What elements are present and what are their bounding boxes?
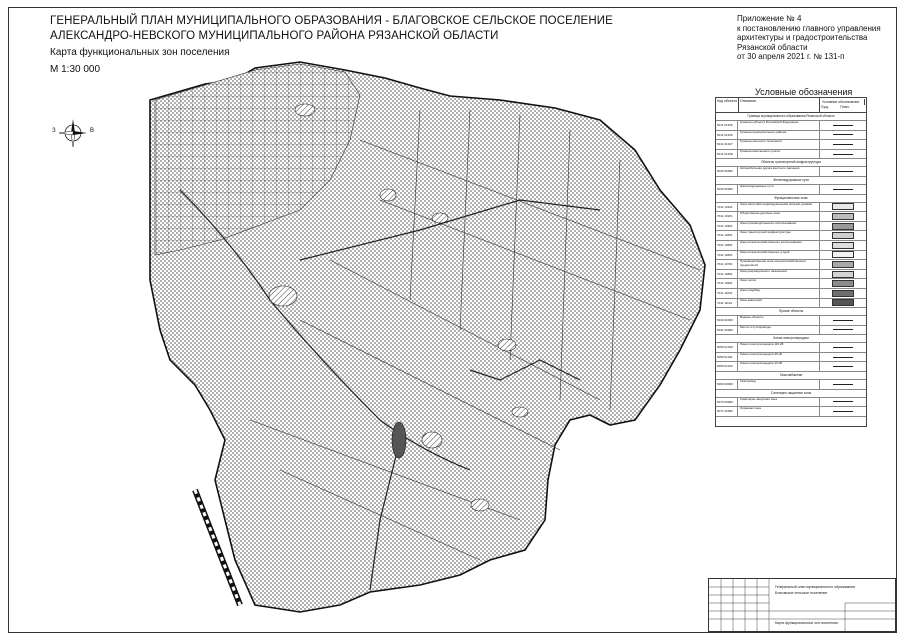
stamp-line3: Карта функциональных зон поселения [775, 621, 838, 625]
legend-row-symbol [819, 279, 866, 288]
legend-section: Железнодорожные пути [716, 177, 866, 185]
stamp-line1: Генеральный план муниципального образования [775, 585, 856, 589]
legend-row-symbol [819, 222, 866, 231]
legend-row [716, 231, 866, 241]
legend-swatch-icon [833, 144, 853, 145]
legend-row [716, 353, 866, 363]
legend-swatch-icon [833, 329, 853, 330]
legend-title: Условные обозначения [755, 87, 853, 97]
legend-row [716, 326, 866, 336]
legend-swatch-icon [832, 280, 854, 287]
legend-row-symbol [819, 270, 866, 279]
legend-row-symbol [819, 380, 866, 389]
legend-row-code: 7011 10901 [716, 279, 738, 288]
legend-table [715, 97, 867, 427]
legend-row-symbol [819, 326, 866, 335]
legend-row-symbol [819, 231, 866, 240]
legend-row [716, 222, 866, 232]
legend-row [716, 131, 866, 141]
legend-row [716, 407, 866, 417]
compass-label-e: В [90, 128, 95, 134]
appendix-line3: архитектуры и градостроительства [737, 33, 868, 42]
legend-row-symbol [819, 167, 866, 176]
legend-swatch-icon [833, 189, 853, 190]
appendix-line4: Рязанской области [737, 42, 808, 52]
legend-row-name: Общественно-деловые зоны [740, 212, 781, 216]
legend-swatch-icon [833, 411, 853, 412]
legend-row-code: 6050 01010 [716, 343, 738, 352]
legend-swatch-icon [833, 401, 853, 402]
legend-swatch-icon [833, 384, 853, 385]
legend-row-name: Граница субъекта Российской Федерации [740, 121, 799, 124]
legend-row-name: Мосты и путепроводы [740, 325, 771, 329]
stamp-line2: Благовское сельское поселение [775, 591, 828, 595]
legend-row-name: Зона рекреационного назначения [740, 269, 787, 273]
legend-swatch-icon [832, 223, 854, 230]
legend-row-code: 7011 10401 [716, 231, 738, 240]
legend-row-code: 6011 01345 [716, 121, 738, 130]
legend-row [716, 260, 866, 270]
legend-row-name: Граница сельского поселения [740, 140, 782, 144]
legend-row-symbol [819, 185, 866, 194]
legend-row [716, 185, 866, 195]
legend-swatch-icon [833, 357, 853, 358]
compass-label-w: З [52, 128, 56, 134]
legend-row-code: 6050 01011 [716, 353, 738, 362]
map-subtitle: Карта функциональных зон поселения [50, 47, 230, 58]
legend-row [716, 343, 866, 353]
legend-row [716, 140, 866, 150]
legend-row [716, 289, 866, 299]
legend-row-code: 6011 01346 [716, 131, 738, 140]
legend-col-code: Код объекта [716, 98, 739, 112]
legend-row-symbol [819, 131, 866, 140]
legend-swatch-icon [832, 299, 854, 306]
legend-row-name: Линии электропередачи 10 кВ [740, 362, 782, 366]
legend-row [716, 380, 866, 390]
legend-col-name: Описание [739, 98, 820, 112]
legend-row-name: Линии электропередачи 35 кВ [740, 352, 782, 356]
legend-swatch-icon [833, 171, 853, 172]
legend-row-symbol [819, 362, 866, 371]
legend-header [716, 98, 866, 113]
legend-row-symbol [819, 299, 866, 308]
legend-row-symbol [819, 260, 866, 269]
legend-row-name: Зона лесов [740, 279, 756, 283]
legend-row-symbol [819, 121, 866, 130]
legend-swatch-icon [833, 366, 853, 367]
legend-row-code: 7011 10501 [716, 241, 738, 250]
legend-row [716, 167, 866, 177]
legend-row-name: Железнодорожные пути [740, 184, 774, 188]
legend-row-name: Зона производственного использования [740, 221, 797, 225]
appendix-line5: от 30 апреля 2021 г. № 131-п [737, 52, 845, 61]
legend-row-symbol [819, 251, 866, 260]
legend-col-symbol [820, 98, 866, 112]
compass-rose-icon [58, 116, 88, 150]
legend-row-name: Производственная зона сельскохозяйственных предприятий [740, 260, 806, 267]
legend-section: Газоснабжение [716, 372, 866, 380]
legend-row-code: 7011 10101 [716, 203, 738, 212]
legend-row-code: 6050 01012 [716, 362, 738, 371]
legend-section: Объекты транспортной инфраструктуры [716, 159, 866, 167]
legend-swatch-icon [832, 213, 854, 220]
legend-col-symbol-label: Условное обозначение [821, 99, 865, 105]
legend-row-code: 6070 00000 [716, 398, 738, 407]
legend-row-symbol [819, 140, 866, 149]
legend-section: Линии электропередачи [716, 335, 866, 343]
legend-row-code: 7011 10701 [716, 260, 738, 269]
legend-row-code: 7011 10801 [716, 270, 738, 279]
legend-swatch-icon [833, 125, 853, 126]
legend-row [716, 362, 866, 372]
legend-row-code: 6011 01348 [716, 150, 738, 159]
appendix-line1: Приложение № 4 [737, 14, 802, 23]
map-title-line1: ГЕНЕРАЛЬНЫЙ ПЛАН МУНИЦИПАЛЬНОГО ОБРАЗОВАНИЯ - БЛАГОВСКОЕ СЕЛЬСКОЕ ПОСЕЛЕНИЕ [50, 15, 613, 27]
legend-row-name: Зона акваторий [740, 298, 762, 302]
legend-row-code: 7011 10301 [716, 222, 738, 231]
map-title [50, 14, 613, 44]
legend-row-symbol [819, 316, 866, 325]
legend-row-symbol [819, 203, 866, 212]
appendix-note [737, 14, 897, 62]
legend-row-symbol [819, 212, 866, 221]
legend-row-symbol [819, 353, 866, 362]
legend-row-symbol [819, 289, 866, 298]
map-scale: М 1:30 000 [50, 64, 101, 75]
legend-row-symbol [819, 398, 866, 407]
legend-swatch-icon [832, 271, 854, 278]
legend-row [716, 299, 866, 309]
map-title-line2: АЛЕКСАНДРО-НЕВСКОГО МУНИЦИПАЛЬНОГО РАЙОНА РЯЗАНСКОЙ ОБЛАСТИ [50, 30, 499, 42]
legend-row-name: Линии электропередачи 110 кВ [740, 343, 784, 347]
legend-row-code: 7011 11001 [716, 289, 738, 298]
legend-body [716, 113, 866, 417]
legend-row-name: Зона кладбищ [740, 288, 761, 292]
legend-row-code: 6041 00000 [716, 326, 738, 335]
legend-row [716, 316, 866, 326]
legend-row-name: Граница муниципального района [740, 130, 787, 134]
legend-swatch-icon [833, 154, 853, 155]
legend-row-symbol [819, 407, 866, 416]
legend-row-code: 6040 00000 [716, 316, 738, 325]
legend-row-symbol [819, 241, 866, 250]
legend-section: Функциональные зоны [716, 195, 866, 203]
legend-swatch-icon [832, 232, 854, 239]
legend-col-sub2: План. [840, 105, 850, 109]
legend-col-sub1: Сущ. [821, 105, 830, 109]
legend-row [716, 241, 866, 251]
legend-swatch-icon [832, 251, 854, 258]
appendix-line2: к постановлению главного управления [737, 23, 881, 33]
legend-swatch-icon [833, 320, 853, 321]
legend-row-code: 7011 10201 [716, 212, 738, 221]
title-block-stamp [708, 578, 896, 632]
legend-row-name: Зона сельскохозяйственного использования [740, 240, 802, 244]
legend-row-name: Зона транспортной инфраструктуры [740, 231, 791, 235]
legend-section: Границы муниципального образования Рязанской области [716, 113, 866, 121]
legend-row-symbol [819, 150, 866, 159]
legend-swatch-icon [832, 290, 854, 297]
legend-row-symbol [819, 343, 866, 352]
legend-row-code: 6071 00000 [716, 407, 738, 416]
legend-section: Санитарно-защитные зоны [716, 390, 866, 398]
legend-row-name: Зона сельскохозяйственных угодий [740, 250, 790, 254]
legend-row [716, 270, 866, 280]
legend-row-code: 6011 01347 [716, 140, 738, 149]
legend-row-name: Водные объекты [740, 316, 764, 320]
legend-row-name: Автомобильная дорога местного значения [740, 167, 800, 171]
legend-swatch-icon [833, 134, 853, 135]
legend-row-name: Охранная зона [740, 407, 761, 411]
legend-row [716, 203, 866, 213]
legend-row [716, 212, 866, 222]
legend-swatch-icon [832, 203, 854, 210]
legend-row [716, 150, 866, 160]
legend-row-code: 6020 00000 [716, 167, 738, 176]
legend-row-name: Граница населенного пункта [740, 149, 780, 153]
legend-row-code: 7011 11101 [716, 299, 738, 308]
legend-swatch-icon [832, 261, 854, 268]
legend-row-code: 6060 00000 [716, 380, 738, 389]
legend-row [716, 398, 866, 408]
legend-row [716, 279, 866, 289]
legend-row-name: Зона застройки индивидуальными жилыми домами [740, 202, 813, 206]
legend-swatch-icon [832, 242, 854, 249]
legend-row-name: Газопровод [740, 380, 756, 384]
legend-swatch-icon [833, 347, 853, 348]
legend-row-code: 7011 10601 [716, 251, 738, 260]
legend-row-code: 6030 00000 [716, 185, 738, 194]
legend-row [716, 121, 866, 131]
legend-section: Прочие объекты [716, 308, 866, 316]
legend-row [716, 251, 866, 261]
lake [392, 422, 406, 458]
legend-row-name: Санитарно-защитная зона [740, 397, 777, 401]
